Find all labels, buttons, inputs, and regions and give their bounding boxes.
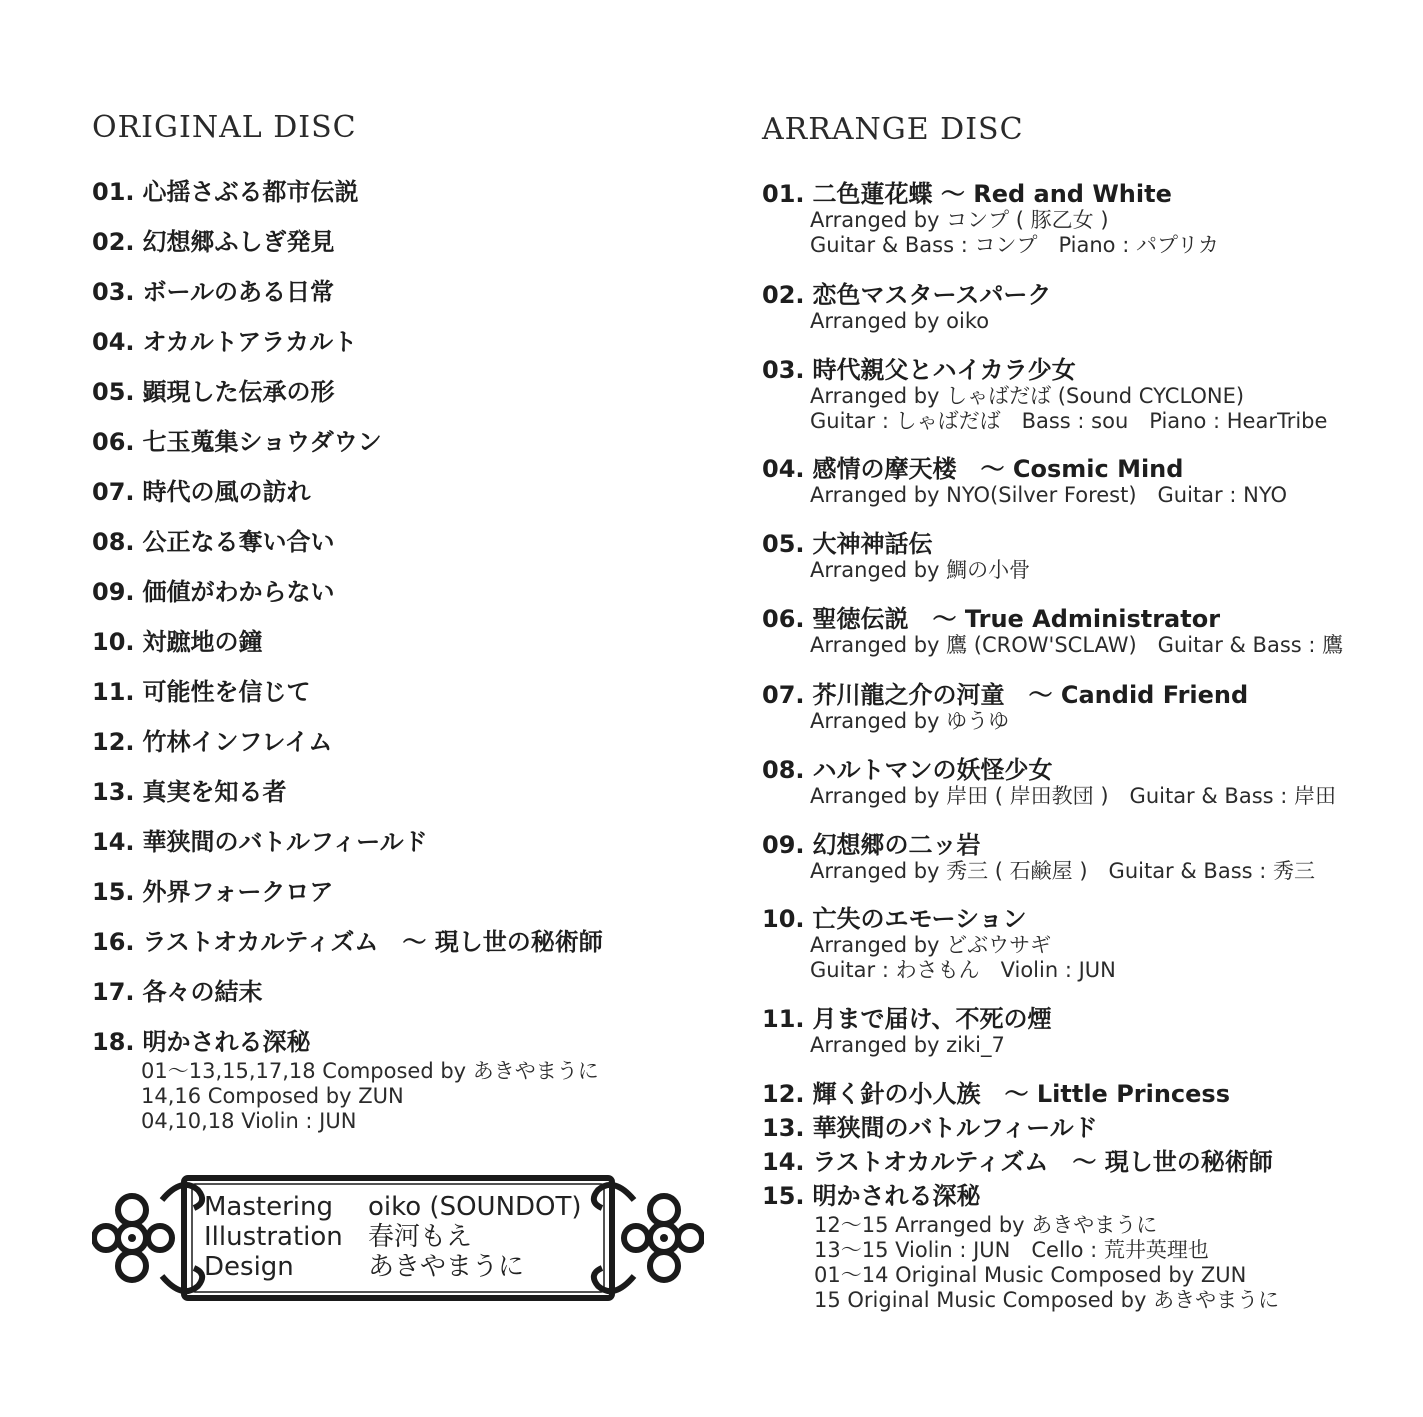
track-number: 17. xyxy=(92,978,135,1006)
track-title xyxy=(762,1080,1230,1108)
track-number: 10. xyxy=(762,905,805,933)
track-title xyxy=(92,428,382,456)
staff-name: あきやまうに xyxy=(368,1252,525,1282)
track-title xyxy=(762,905,1116,933)
arrange-track-06 xyxy=(762,605,1343,658)
track-credit: Arranged by しゃばだば (Sound CYCLONE) xyxy=(810,384,1245,408)
original-disc-heading: ORIGINAL DISC xyxy=(92,110,357,145)
track-title xyxy=(762,281,1051,309)
original-footnote: 14,16 Composed by ZUN xyxy=(141,1084,404,1108)
track-title xyxy=(92,578,335,606)
original-track-07 xyxy=(92,478,311,506)
track-credit: Arranged by 秀三 ( 石鹸屋 ) Guitar & Bass : 秀三 xyxy=(810,859,1316,883)
arrange-track-11 xyxy=(762,1005,1052,1058)
track-title xyxy=(762,756,1336,784)
track-title xyxy=(92,928,603,956)
track-number: 07. xyxy=(762,681,805,709)
track-title xyxy=(92,728,332,756)
arrange-track-12 xyxy=(762,1080,1230,1108)
track-title xyxy=(762,1148,1273,1176)
original-track-10 xyxy=(92,628,263,656)
track-number: 14. xyxy=(92,828,135,856)
track-number: 07. xyxy=(92,478,135,506)
track-name: 心揺さぶる都市伝説 xyxy=(142,178,359,206)
staff-name: 春河もえ xyxy=(368,1222,473,1252)
original-track-18 xyxy=(92,1028,311,1056)
track-title xyxy=(92,478,311,506)
track-name: 価値がわからない xyxy=(142,578,335,606)
track-name: 月まで届け、不死の煙 xyxy=(812,1005,1052,1033)
track-title xyxy=(762,681,1248,709)
arrange-track-02 xyxy=(762,281,1051,334)
track-name: 華狭間のバトルフィールド xyxy=(812,1114,1098,1142)
track-number: 04. xyxy=(762,455,805,483)
arrange-track-08 xyxy=(762,756,1336,809)
original-footnotes xyxy=(141,1059,599,1134)
track-number: 05. xyxy=(762,530,805,558)
original-track-13 xyxy=(92,778,287,806)
track-number: 16. xyxy=(92,928,135,956)
arrange-track-05 xyxy=(762,530,1030,583)
track-number: 10. xyxy=(92,628,135,656)
track-name: 聖徳伝説 ～ True Administrator xyxy=(812,605,1221,633)
track-title xyxy=(92,228,335,256)
track-title xyxy=(762,356,1327,384)
track-title xyxy=(762,1182,981,1210)
track-name: 華狭間のバトルフィールド xyxy=(142,828,428,856)
track-title xyxy=(762,180,1219,208)
arrange-footnote: 12～15 Arranged by あきやまうに xyxy=(814,1213,1158,1237)
track-name: 外界フォークロア xyxy=(142,878,334,906)
staff-list xyxy=(204,1192,582,1282)
track-title xyxy=(92,978,263,1006)
track-credit: Arranged by 鯛の小骨 xyxy=(810,558,1031,582)
arrange-disc-heading: ARRANGE DISC xyxy=(762,112,1024,147)
track-number: 05. xyxy=(92,378,135,406)
staff-role: Mastering xyxy=(204,1192,333,1222)
track-name: 各々の結末 xyxy=(142,978,263,1006)
track-number: 06. xyxy=(92,428,135,456)
staff-row-illustration xyxy=(204,1222,582,1252)
track-credit: Arranged by oiko xyxy=(810,309,990,333)
arrange-footnotes xyxy=(814,1213,1279,1313)
track-name: 幻想郷ふしぎ発見 xyxy=(142,228,335,256)
track-title xyxy=(762,455,1287,483)
staff-row-mastering xyxy=(204,1192,582,1222)
track-number: 11. xyxy=(92,678,135,706)
track-number: 06. xyxy=(762,605,805,633)
track-credit: Arranged by NYO(Silver Forest) Guitar : NYO xyxy=(810,483,1288,507)
track-number: 02. xyxy=(92,228,135,256)
track-number: 01. xyxy=(92,178,135,206)
track-name: 竹林インフレイム xyxy=(142,728,333,756)
track-credit: Arranged by コンプ ( 豚乙女 ) xyxy=(810,208,1109,232)
original-track-11 xyxy=(92,678,311,706)
track-number: 12. xyxy=(92,728,135,756)
original-footnote: 01～13,15,17,18 Composed by あきやまうに xyxy=(141,1059,599,1083)
track-title xyxy=(92,778,287,806)
track-number: 15. xyxy=(92,878,135,906)
track-name: 対蹠地の鐘 xyxy=(142,628,263,656)
track-number: 12. xyxy=(762,1080,805,1108)
track-name: ハルトマンの妖怪少女 xyxy=(812,756,1053,784)
track-title xyxy=(762,1005,1052,1033)
track-number: 03. xyxy=(92,278,135,306)
track-title xyxy=(92,278,334,306)
track-title xyxy=(762,831,1315,859)
original-track-04 xyxy=(92,328,357,356)
original-track-12 xyxy=(92,728,332,756)
track-number: 09. xyxy=(92,578,135,606)
track-number: 14. xyxy=(762,1148,805,1176)
arrange-track-09 xyxy=(762,831,1315,884)
track-name: 幻想郷の二ッ岩 xyxy=(812,831,981,859)
track-name: 亡失のエモーション xyxy=(812,905,1027,933)
track-number: 08. xyxy=(92,528,135,556)
track-name: 二色蓮花蝶 ～ Red and White xyxy=(812,180,1172,208)
arrange-track-14 xyxy=(762,1148,1273,1176)
track-name: 芥川龍之介の河童 ～ Candid Friend xyxy=(812,681,1249,709)
track-name: 明かされる深秘 xyxy=(812,1182,981,1210)
track-name: 大神神話伝 xyxy=(812,530,933,558)
track-credit: Guitar : しゃばだば Bass : sou Piano : HearTribe xyxy=(810,409,1328,433)
staff-name: oiko (SOUNDOT) xyxy=(368,1192,582,1222)
arrange-footnote: 01～14 Original Music Composed by ZUN xyxy=(814,1263,1247,1287)
staff-credits-frame xyxy=(92,1170,704,1306)
original-track-15 xyxy=(92,878,333,906)
track-title xyxy=(92,678,311,706)
track-number: 01. xyxy=(762,180,805,208)
track-number: 13. xyxy=(92,778,135,806)
original-track-03 xyxy=(92,278,334,306)
track-credit: Arranged by ziki_7 xyxy=(810,1033,1005,1057)
arrange-track-03 xyxy=(762,356,1327,434)
arrange-footnote: 13～15 Violin : JUN Cello : 荒井英理也 xyxy=(814,1238,1209,1262)
track-title xyxy=(92,1028,311,1056)
staff-role: Design xyxy=(204,1252,294,1282)
track-title xyxy=(92,828,428,856)
track-title xyxy=(92,628,263,656)
track-name: 感情の摩天楼 ～ Cosmic Mind xyxy=(812,455,1184,483)
track-title xyxy=(762,530,1030,558)
track-name: 時代の風の訪れ xyxy=(142,478,311,506)
track-name: 公正なる奪い合い xyxy=(142,528,335,556)
original-track-01 xyxy=(92,178,359,206)
track-name: ラストオカルティズム ～ 現し世の秘術師 xyxy=(142,928,603,956)
track-name: 七玉蒐集ショウダウン xyxy=(142,428,382,456)
original-footnote: 04,10,18 Violin : JUN xyxy=(141,1109,357,1133)
arrange-track-13 xyxy=(762,1114,1098,1142)
arrange-track-01 xyxy=(762,180,1219,258)
staff-row-design xyxy=(204,1252,582,1282)
track-credit: Arranged by 鷹 (CROW'SCLAW) Guitar & Bass : 鷹 xyxy=(810,633,1344,657)
track-name: オカルトアラカルト xyxy=(142,328,358,356)
arrange-track-07 xyxy=(762,681,1248,734)
track-name: 輝く針の小人族 ～ Little Princess xyxy=(812,1080,1231,1108)
track-credit: Arranged by どぶウサギ xyxy=(810,933,1052,957)
track-number: 02. xyxy=(762,281,805,309)
arrange-track-15 xyxy=(762,1182,981,1210)
arrange-track-04 xyxy=(762,455,1287,508)
track-name: ラストオカルティズム ～ 現し世の秘術師 xyxy=(812,1148,1273,1176)
track-title xyxy=(762,1114,1098,1142)
arrange-footnote: 15 Original Music Composed by あきやまうに xyxy=(814,1288,1280,1312)
track-title xyxy=(92,328,357,356)
track-name: 顕現した伝承の形 xyxy=(142,378,335,406)
track-title xyxy=(92,878,333,906)
track-name: 可能性を信じて xyxy=(142,678,311,706)
track-credit: Arranged by ゆうゆ xyxy=(810,709,1010,733)
track-number: 03. xyxy=(762,356,805,384)
original-track-16 xyxy=(92,928,603,956)
track-name: 時代親父とハイカラ少女 xyxy=(812,356,1076,384)
staff-role: Illustration xyxy=(204,1222,343,1252)
track-number: 04. xyxy=(92,328,135,356)
track-title xyxy=(762,605,1343,633)
original-track-08 xyxy=(92,528,335,556)
track-number: 13. xyxy=(762,1114,805,1142)
track-title xyxy=(92,178,359,206)
track-credit: Guitar : わさもん Violin : JUN xyxy=(810,958,1116,982)
track-number: 08. xyxy=(762,756,805,784)
track-name: ボールのある日常 xyxy=(142,278,335,306)
track-name: 恋色マスタースパーク xyxy=(812,281,1052,309)
original-track-14 xyxy=(92,828,428,856)
track-credit: Guitar & Bass : コンプ Piano : パプリカ xyxy=(810,233,1219,257)
track-number: 11. xyxy=(762,1005,805,1033)
track-name: 真実を知る者 xyxy=(142,778,287,806)
original-track-05 xyxy=(92,378,335,406)
original-track-17 xyxy=(92,978,263,1006)
track-title xyxy=(92,528,335,556)
track-name: 明かされる深秘 xyxy=(142,1028,311,1056)
track-number: 09. xyxy=(762,831,805,859)
track-title xyxy=(92,378,335,406)
track-number: 18. xyxy=(92,1028,135,1056)
track-number: 15. xyxy=(762,1182,805,1210)
arrange-track-10 xyxy=(762,905,1116,983)
original-track-09 xyxy=(92,578,335,606)
track-credit: Arranged by 岸田 ( 岸田教団 ) Guitar & Bass : 岸田 xyxy=(810,784,1337,808)
original-track-06 xyxy=(92,428,382,456)
original-track-02 xyxy=(92,228,335,256)
